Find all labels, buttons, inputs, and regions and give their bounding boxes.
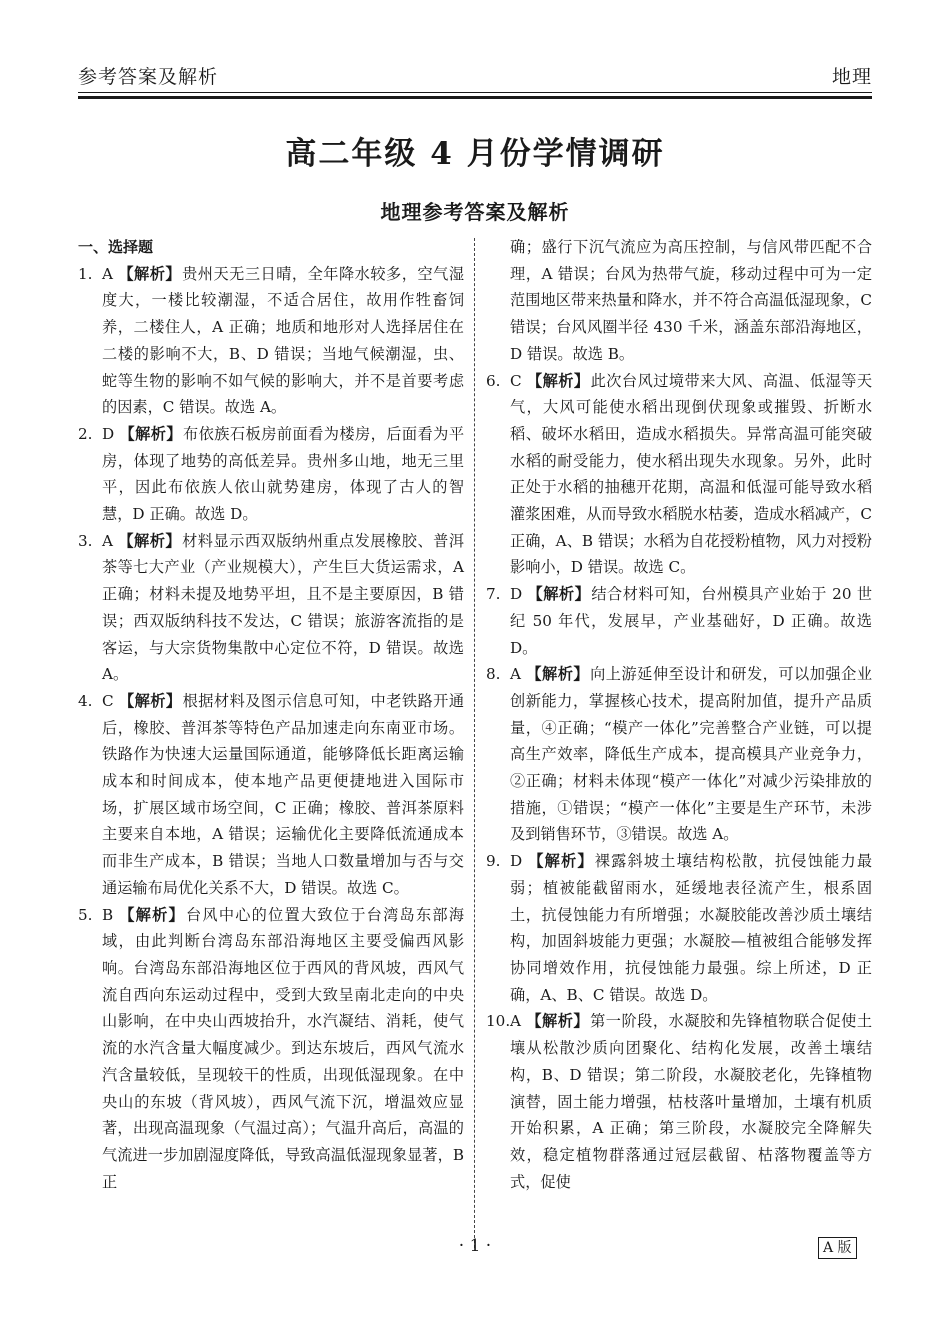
answer-item-5 bbox=[78, 902, 464, 1196]
item-text: 贵州天无三日晴，全年降水较多，空气湿度大，一楼比较潮湿，不适合居住，故用作牲畜饲养，二楼住人，A 正确；地质和地形对人选择居住在二楼的影响不大，B、D 错误；当地气候潮湿，虫、蛇等生物的影响不如气候的影响大，并不是首要考虑的因素，C 错误。故选 A。 bbox=[102, 264, 465, 417]
analysis-tag: 【解析】 bbox=[119, 424, 183, 443]
left-column bbox=[78, 234, 464, 1195]
item-answer: C bbox=[102, 691, 114, 710]
item-text: 布依族石板房前面看为楼房，后面看为平房，体现了地势的高低差异。贵州多山地，地无三里平，因此布依族人依山就势建房，体现了古人的智慧，D 正确。故选 D。 bbox=[102, 424, 465, 524]
answer-item-5-continued: 确；盛行下沉气流应为高压控制，与信风带匹配不合理，A 错误；台风为热带气旋，移动过程中可为一定范围地区带来热量和降水，并不符合高温低湿现象，C 错误；台风风圈半径 430 千米，涵盖东部沿海地区，D 错误。故选 B。 bbox=[510, 238, 872, 363]
answer-item-3 bbox=[78, 528, 464, 688]
analysis-tag: 【解析】 bbox=[118, 531, 182, 550]
item-text: 根据材料及图示信息可知，中老铁路开通后，橡胶、普洱茶等特色产品加速走向东南亚市场。铁路作为快速大运量国际通道，能够降低长距离运输成本和时间成本，使本地产品更便捷地进入国际市场，扩展区域市场空间，C 正确；橡胶、普洱茶原料主要来自本地，A 错误；运输优化主要降低流通成本而非生产成本，B 错误；当地人口数量增加与否与交通运输布局优化关系不大，D 错误。故选 C。 bbox=[102, 691, 465, 897]
item-answer: A bbox=[510, 1012, 521, 1031]
analysis-tag: 【解析】 bbox=[118, 264, 182, 283]
item-text: 第一阶段，水凝胶和先锋植物联合促使土壤从松散沙质向团聚化、结构化发展，改善土壤结构，B、D 错误；第二阶段，水凝胶老化，先锋植物演替，固土能力增强，枯枝落叶量增加，土壤有机质开始积累，A 正确；第三阶段，水凝胶完全降解失效，稳定植物群落通过冠层截留、枯落物覆盖等方式，促使 bbox=[510, 1012, 873, 1191]
section-heading: 一、选择题 bbox=[78, 238, 154, 256]
item-answer: A bbox=[102, 531, 113, 550]
answer-item-10 bbox=[486, 1008, 872, 1195]
analysis-tag: 【解析】 bbox=[527, 585, 591, 604]
header-rule-thick bbox=[78, 96, 872, 99]
analysis-tag: 【解析】 bbox=[526, 371, 590, 390]
analysis-tag: 【解析】 bbox=[118, 691, 182, 710]
item-number: 6. bbox=[486, 371, 501, 390]
column-divider bbox=[474, 238, 475, 1248]
page-number: · 1 · bbox=[458, 1236, 492, 1256]
answer-item-9 bbox=[486, 848, 872, 1008]
item-answer: D bbox=[102, 424, 115, 443]
item-answer: D bbox=[510, 852, 523, 871]
item-text: 向上游延伸至设计和研发，可以加强企业创新能力，掌握核心技术，提高附加值，提升产品质量，④正确；“模产一体化”完善整合产业链，可以提高生产效率，降低生产成本，提高模具产业竞争力，②正确；材料未体现“模产一体化”对减少污染排放的措施，①错误；“模产一体化”主要是生产环节，未涉及到销售环节，③错误。故选 A。 bbox=[510, 665, 873, 844]
item-number: 5. bbox=[78, 905, 93, 924]
item-text: 台风中心的位置大致位于台湾岛东部海域，由此判断台湾岛东部沿海地区主要受偏西风影响。台湾岛东部沿海地区位于西风的背风坡，西风气流自西向东运动过程中，受到大致呈南北走向的中央山影响，在中央山西坡抬升，水汽凝结、消耗，使气流的水汽含量大幅度减少。到达东坡后，西风气流水汽含量较低，呈现较干的性质，出现低湿现象。在中央山的东坡（背风坡），西风气流下沉，增温效应显著，出现高温现象（气温过高）；气温升高后，高温的气流进一步加剧湿度降低，导致高温低湿现象显著，B 正 bbox=[102, 905, 465, 1191]
analysis-tag: 【解析】 bbox=[528, 852, 594, 871]
answer-item-2 bbox=[78, 421, 464, 528]
item-answer: A bbox=[510, 665, 521, 684]
analysis-tag: 【解析】 bbox=[526, 1012, 590, 1031]
item-answer: C bbox=[510, 371, 522, 390]
header-subject-label: 地理 bbox=[831, 66, 872, 88]
item-answer: D bbox=[510, 585, 523, 604]
item-answer: A bbox=[102, 264, 113, 283]
answer-item-4 bbox=[78, 688, 464, 902]
item-text: 结合材料可知，台州模具产业始于 20 世纪 50 年代，发展早，产业基础好，D 正确。故选 D。 bbox=[510, 585, 873, 657]
version-badge: A 版 bbox=[818, 1237, 857, 1259]
item-number: 9. bbox=[486, 852, 501, 871]
item-text: 材料显示西双版纳州重点发展橡胶、普洱茶等七大产业（产业规模大），产生巨大货运需求，A 正确；材料未提及地势平坦，且不是主要原因，B 错误；西双版纳科技不发达，C 错误；旅游客流指的是客运，与大宗货物集散中心定位不符，D 错误。故选 A。 bbox=[102, 531, 465, 684]
item-text: 裸露斜坡土壤结构松散，抗侵蚀能力最弱；植被能截留雨水，延缓地表径流产生，根系固土，抗侵蚀能力有所增强；水凝胶能改善沙质土壤结构，加固斜坡能力更强；水凝胶—植被组合能够发挥协同增效作用，抗侵蚀能力最强。综上所述，D 正确，A、B、C 错误。故选 D。 bbox=[510, 852, 873, 1004]
item-number: 1. bbox=[78, 264, 93, 283]
item-number: 4. bbox=[78, 691, 93, 710]
header-rule-thin bbox=[78, 92, 872, 93]
document-subtitle: 地理参考答案及解析 bbox=[380, 200, 570, 224]
answer-item-6 bbox=[486, 368, 872, 582]
analysis-tag: 【解析】 bbox=[119, 905, 185, 924]
item-number: 7. bbox=[486, 585, 501, 604]
right-column bbox=[486, 234, 872, 1195]
answer-item-1 bbox=[78, 261, 464, 421]
analysis-tag: 【解析】 bbox=[526, 665, 590, 684]
answer-item-7 bbox=[486, 581, 872, 661]
item-number: 2. bbox=[78, 424, 93, 443]
item-text: 此次台风过境带来大风、高温、低湿等天气，大风可能使水稻出现倒伏现象或摧毁、折断水稻、破坏水稻田，造成水稻损失。异常高温可能突破水稻的耐受能力，使水稻出现失水现象。另外，此时正处于水稻的抽穗开花期，高温和低湿可能导致水稻灌浆困难，从而导致水稻脱水枯萎，造成水稻减产，C 正确，A、B 错误；水稻为自花授粉植物，风力对授粉影响小，D 错误。故选 C。 bbox=[510, 371, 873, 577]
item-number: 8. bbox=[486, 665, 501, 684]
document-title: 高二年级 4 月份学情调研 bbox=[285, 136, 665, 172]
answer-item-8 bbox=[486, 661, 872, 848]
item-answer: B bbox=[102, 905, 114, 924]
page-header bbox=[78, 58, 872, 92]
header-left-label: 参考答案及解析 bbox=[78, 66, 219, 88]
item-number: 3. bbox=[78, 531, 93, 550]
item-number: 10. bbox=[486, 1012, 511, 1031]
